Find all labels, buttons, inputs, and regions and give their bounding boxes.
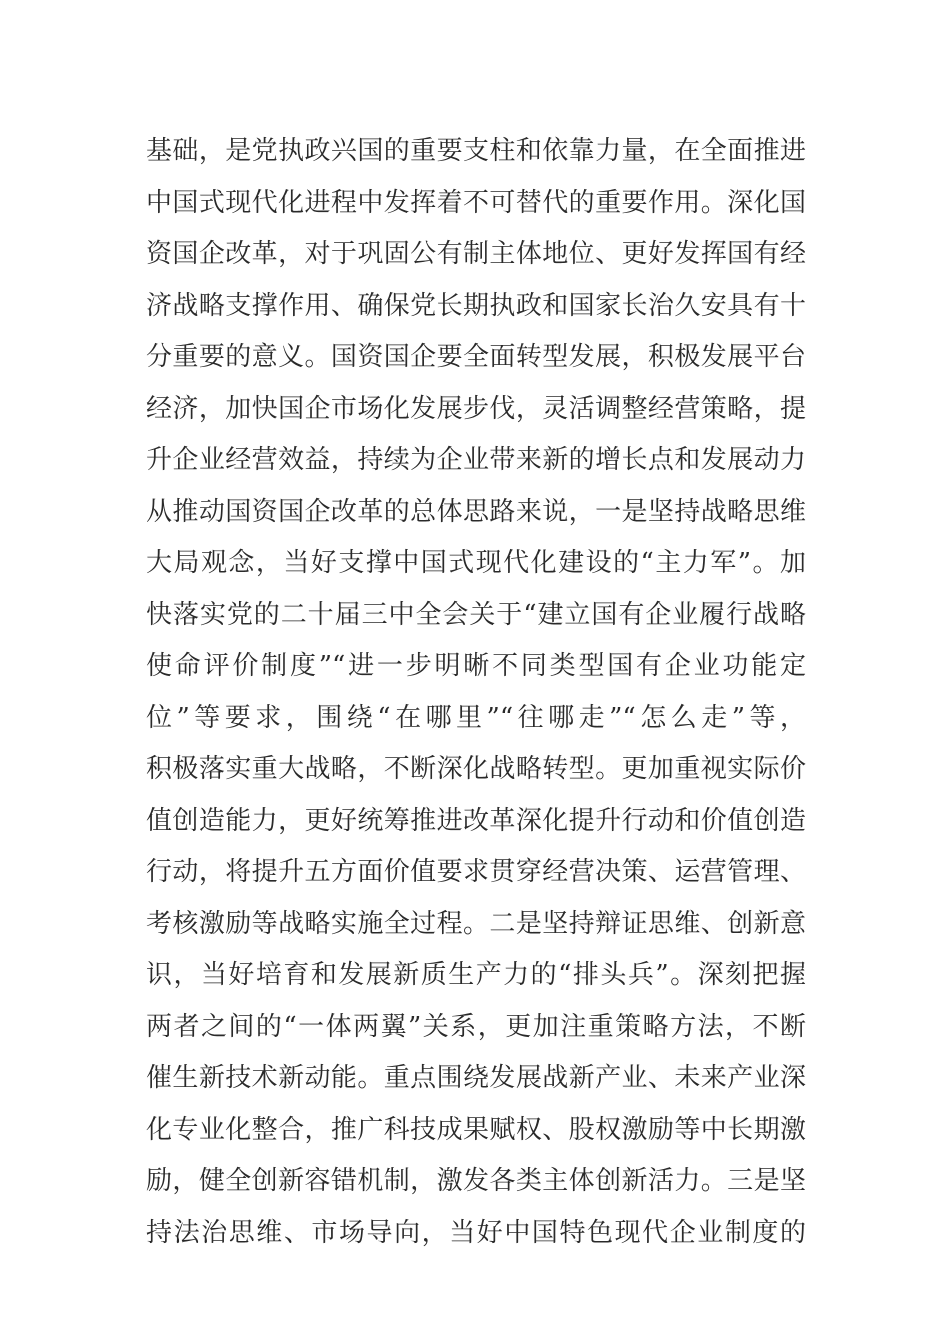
text-line: 大局观念，当好支撑中国式现代化建设的“主力军”。加 (146, 548, 806, 578)
text-line: 识，当好培育和发展新质生产力的“排头兵”。深刻把握 (146, 960, 806, 990)
text-line: 基础，是党执政兴国的重要支柱和依靠力量，在全面推进 (146, 136, 806, 166)
text-line: 两者之间的“一体两翼”关系，更加注重策略方法，不断 (146, 1011, 806, 1042)
text-line: 快落实党的二十届三中全会关于“建立国有企业履行战略 (146, 599, 806, 630)
text-line: 行动，将提升五方面价值要求贯穿经营决策、运营管理、 (146, 857, 806, 887)
text-line: 济战略支撑作用、确保党长期执政和国家长治久安具有十 (146, 290, 806, 321)
text-line: 位”等要求，围绕“在哪里”“往哪走”“怎么走”等， (146, 702, 806, 733)
text-line: 值创造能力，更好统筹推进改革深化提升行动和价值创造 (146, 805, 806, 836)
text-line: 从推动国资国企改革的总体思路来说，一是坚持战略思维 (146, 496, 806, 527)
text-line: 持法治思维、市场导向，当好中国特色现代企业制度的 (146, 1217, 806, 1248)
text-line: 中国式现代化进程中发挥着不可替代的重要作用。深化国 (146, 187, 806, 218)
text-line: 催生新技术新动能。重点围绕发展战新产业、未来产业深 (146, 1063, 806, 1093)
text-line: 分重要的意义。国资国企要全面转型发展，积极发展平台 (146, 342, 806, 372)
text-line: 使命评价制度”“进一步明晰不同类型国有企业功能定 (146, 651, 806, 681)
text-line: 化专业化整合，推广科技成果赋权、股权激励等中长期激 (146, 1114, 806, 1145)
text-line: 考核激励等战略实施全过程。二是坚持辩证思维、创新意 (146, 908, 806, 939)
text-line: 励，健全创新容错机制，激发各类主体创新活力。三是坚 (146, 1166, 806, 1196)
text-line: 资国企改革，对于巩固公有制主体地位、更好发挥国有经 (146, 239, 806, 269)
text-line: 经济，加快国企市场化发展步伐，灵活调整经营策略，提 (146, 393, 806, 424)
text-line: 积极落实重大战略，不断深化战略转型。更加重视实际价 (146, 754, 806, 784)
body-text (146, 126, 806, 1259)
text-line: 升企业经营效益，持续为企业带来新的增长点和发展动力 (146, 445, 806, 475)
